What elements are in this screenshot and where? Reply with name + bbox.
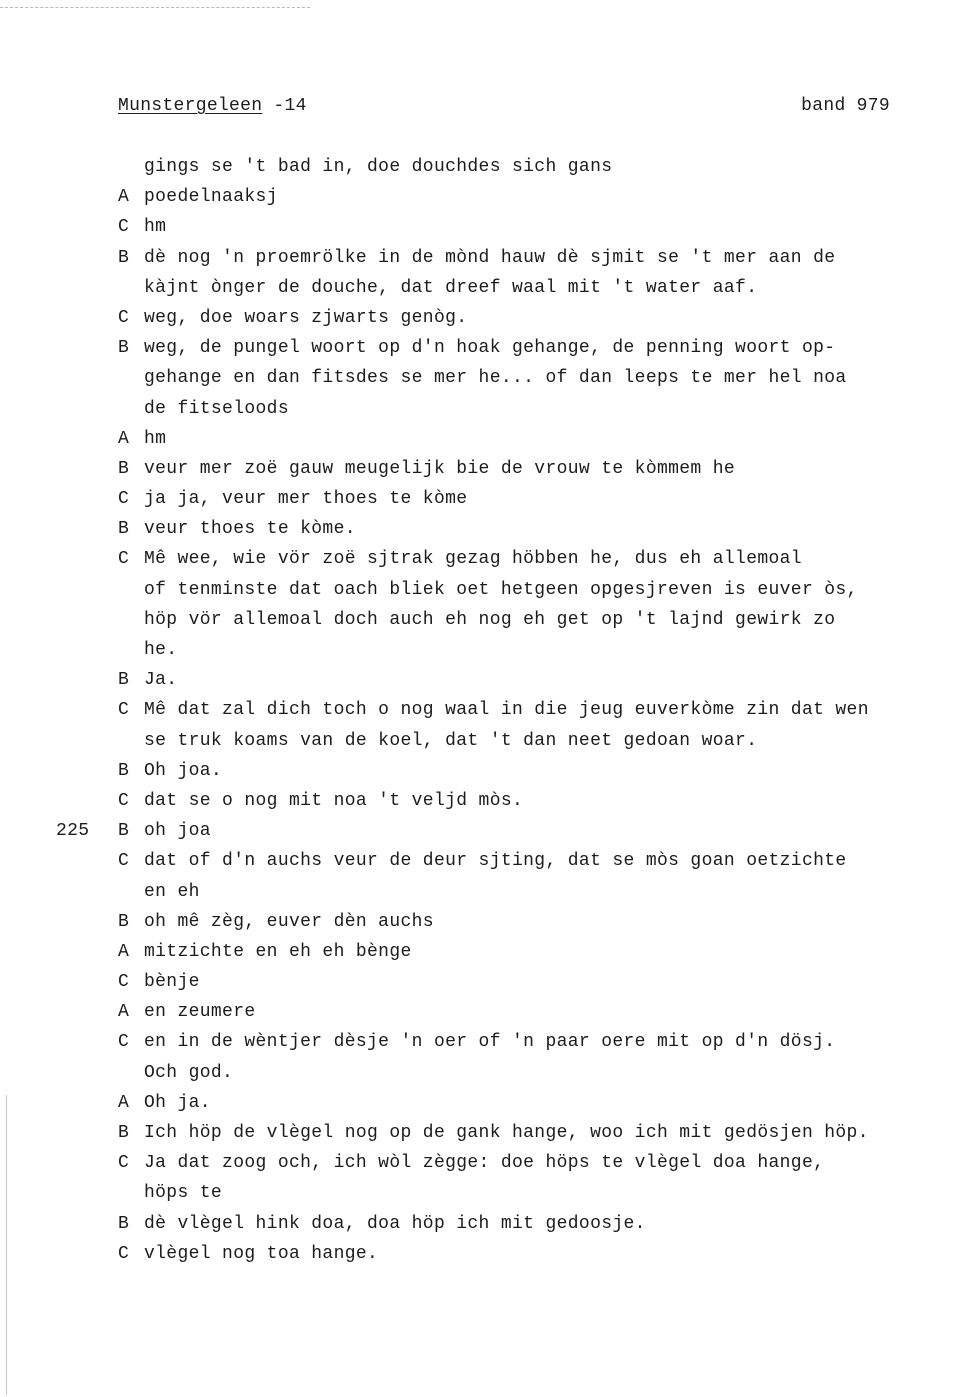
utterance-text: Mê dat zal dich toch o nog waal in die jeug euverkòme zin dat wen [144,700,869,721]
transcript-line [0,786,966,816]
speaker-label: C [118,307,130,328]
utterance-text: Ja. [144,670,178,691]
utterance-text: se truk koams van de koel, dat 't dan neet gedoan woar. [144,730,758,751]
utterance-text: Mê wee, wie vör zoë sjtrak gezag höbben he, dus eh allemoal [144,549,802,570]
transcript-line [0,243,966,273]
transcript-line [0,967,966,997]
speaker-label: C [118,489,130,510]
transcript-line [0,575,966,605]
transcript-line [0,424,966,454]
utterance-text: Och god. [144,1062,234,1083]
utterance-text: hm [144,217,167,238]
transcript-line [0,1058,966,1088]
speaker-label: A [118,1002,130,1023]
page-number: -14 [262,96,307,116]
speaker-label: A [118,941,130,962]
transcript-line [0,937,966,967]
transcript-line [0,726,966,756]
utterance-text: kàjnt ònger de douche, dat dreef waal mit 't water aaf. [144,277,758,298]
utterance-text: veur thoes te kòme. [144,519,356,540]
speaker-label: C [118,972,130,993]
transcript-line [0,1027,966,1057]
transcript-line [0,303,966,333]
transcript-line [0,1088,966,1118]
utterance-text: hm [144,428,167,449]
utterance-text: weg, de pungel woort op d'n hoak gehange, de penning woort op- [144,338,836,359]
header-title [118,92,307,120]
speaker-label: A [118,187,130,208]
transcript-line [0,514,966,544]
utterance-text: ja ja, veur mer thoes te kòme [144,489,468,510]
speaker-label: A [118,1092,130,1113]
transcript-line [0,363,966,393]
utterance-text: en in de wèntjer dèsje 'n oer of 'n paar oere mit op d'n dösj. [144,1032,836,1053]
transcript-line [0,1239,966,1269]
line-number: 225 [56,821,90,842]
utterance-text: gehange en dan fitsdes se mer he... of dan leeps te mer hel noa [144,368,847,389]
speaker-label: B [118,458,130,479]
utterance-text: oh joa [144,821,211,842]
transcript-line [0,605,966,635]
utterance-text: dè nog 'n proemrölke in de mònd hauw dè sjmit se 't mer aan de [144,247,836,268]
transcript-line [0,152,966,182]
speaker-label: B [118,519,130,540]
transcript-line [0,907,966,937]
speaker-label: B [118,670,130,691]
utterance-text: en zeumere [144,1002,256,1023]
tape-number: band 979 [801,96,890,116]
utterance-text: Ich höp de vlègel nog op de gank hange, woo ich mit gedösjen höp. [144,1123,869,1143]
utterance-text: Oh ja. [144,1092,211,1113]
utterance-text: en eh [144,881,200,902]
transcript-line [0,182,966,212]
utterance-text: oh mê zèg, euver dèn auchs [144,911,434,932]
transcript-line [0,454,966,484]
transcript-line [0,212,966,242]
utterance-text: vlègel nog toa hange. [144,1243,379,1264]
speaker-label: B [118,247,130,268]
speaker-label: B [118,760,130,781]
utterance-text: gings se 't bad in, doe douchdes sich gans [144,157,613,177]
utterance-text: dè vlègel hink doa, doa höp ich mit gedoosje. [144,1213,646,1234]
utterance-text: höps te [144,1183,223,1204]
transcript-line [0,695,966,725]
utterance-text: Oh joa. [144,760,223,781]
utterance-text: de fitseloods [144,398,289,419]
utterance-text: dat se o nog mit noa 't veljd mòs. [144,790,524,811]
transcript-line [0,846,966,876]
transcript-line [0,273,966,303]
utterance-text: of tenminste dat oach bliek oet hetgeen opgesjreven is euver òs, [144,579,858,600]
transcript-line [0,1209,966,1239]
speaker-label: C [118,1243,130,1264]
transcript-line [0,997,966,1027]
page-header [118,92,890,120]
transcript-line [0,1118,966,1148]
speaker-label: B [118,1123,130,1143]
transcript-line [0,544,966,574]
transcript-body [0,152,966,1269]
speaker-label: C [118,1032,130,1053]
transcript-line [0,816,966,846]
speaker-label: C [118,851,130,872]
transcript-line [0,394,966,424]
speaker-label: B [118,1213,130,1234]
transcript-line [0,665,966,695]
utterance-text: höp vör allemoal doch auch eh nog eh get op 't lajnd gewirk zo [144,609,836,630]
transcript-line [0,1148,966,1178]
utterance-text: weg, doe woars zjwarts genòg. [144,307,468,328]
scan-artifact-line [0,7,310,8]
transcript-line [0,756,966,786]
speaker-label: C [118,217,130,238]
utterance-text: veur mer zoë gauw meugelijk bie de vrouw te kòmmem he [144,458,736,479]
transcript-line [0,333,966,363]
transcript-line [0,484,966,514]
utterance-text: Ja dat zoog och, ich wòl zègge: doe höps te vlègel doa hange, [144,1153,825,1174]
transcript-line [0,877,966,907]
utterance-text: he. [144,640,178,660]
utterance-text: mitzichte en eh eh bènge [144,941,412,962]
speaker-label: B [118,821,130,842]
speaker-label: C [118,1153,130,1174]
transcript-line [0,635,966,665]
transcript-line [0,1178,966,1208]
speaker-label: C [118,790,130,811]
speaker-label: B [118,338,130,359]
utterance-text: dat of d'n auchs veur de deur sjting, dat se mòs goan oetzichte [144,851,847,872]
speaker-label: B [118,911,130,932]
utterance-text: bènje [144,972,200,993]
speaker-label: C [118,549,130,570]
place-name: Munstergeleen [118,96,263,116]
speaker-label: C [118,700,130,721]
utterance-text: poedelnaaksj [144,187,278,208]
speaker-label: A [118,428,130,449]
